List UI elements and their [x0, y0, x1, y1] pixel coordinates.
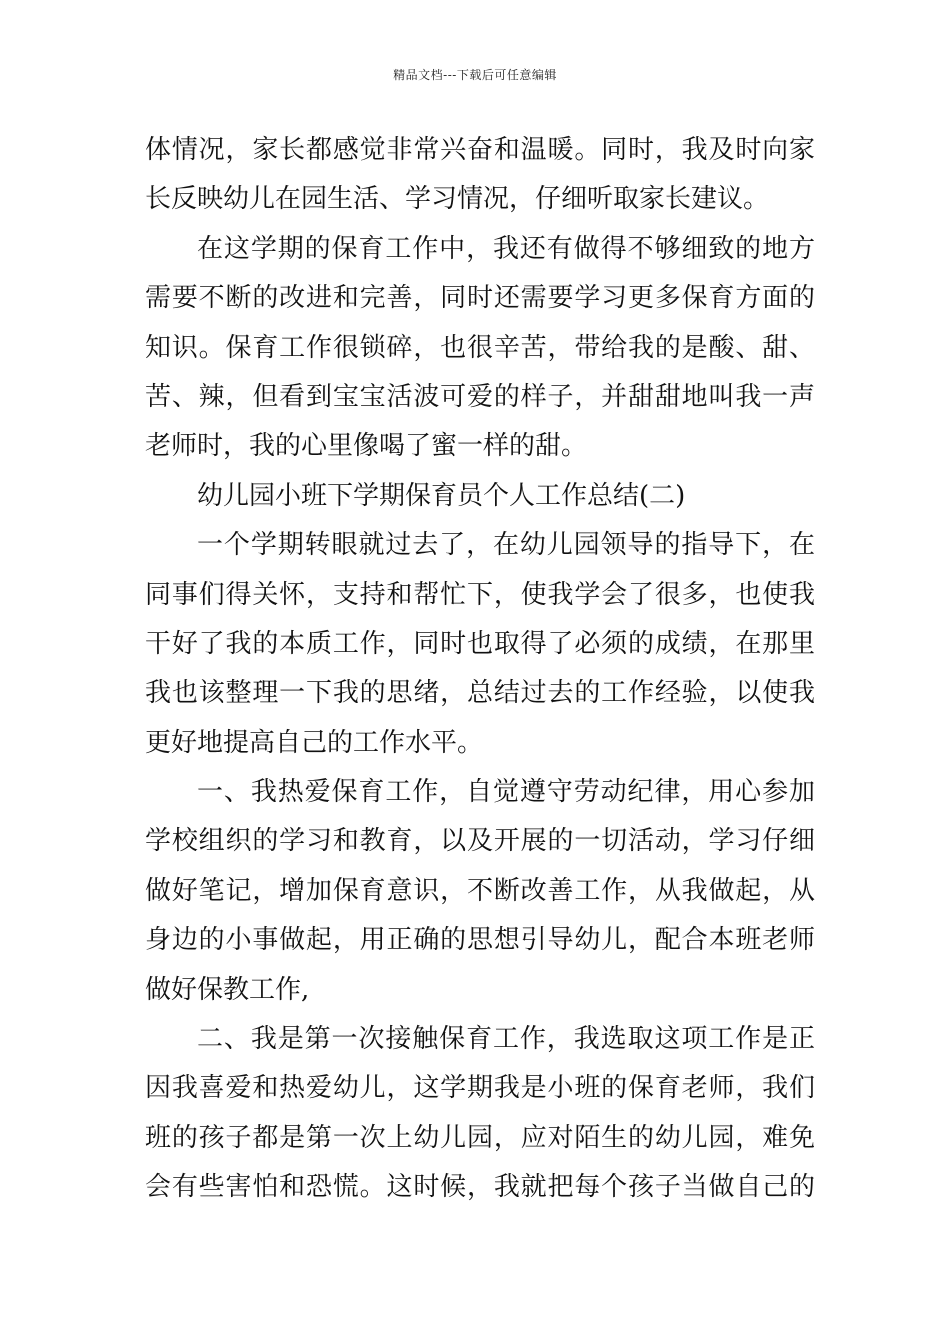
text-line: 一个学期转眼就过去了，在幼儿园领导的指导下，在	[197, 530, 815, 561]
text-line: 幼儿园小班下学期保育员个人工作总结(二)	[197, 480, 686, 511]
text-line: 因我喜爱和热爱幼儿，这学期我是小班的保育老师，我们	[145, 1073, 815, 1104]
text-line: 做好笔记，增加保育意识，不断改善工作，从我做起，从	[145, 875, 815, 906]
text-line: 更好地提高自己的工作水平。	[145, 727, 484, 758]
text-line: 知识。保育工作很锁碎，也很辛苦，带给我的是酸、甜、	[145, 332, 815, 363]
text-line: 老师时，我的心里像喝了蜜一样的甜。	[145, 431, 588, 462]
text-line: 同事们得关怀，支持和帮忙下，使我学会了很多，也使我	[145, 579, 815, 610]
text-line: 我也该整理一下我的思绪，总结过去的工作经验，以使我	[145, 678, 815, 709]
page-header: 精品文档---下载后可任意编辑	[393, 68, 557, 82]
text-line: 苦、辣，但看到宝宝活波可爱的样子，并甜甜地叫我一声	[145, 381, 815, 412]
text-line: 二、我是第一次接触保育工作，我选取这项工作是正	[197, 1024, 815, 1055]
text-line: 身边的小事做起，用正确的思想引导幼儿，配合本班老师	[145, 925, 815, 956]
text-line: 需要不断的改进和完善，同时还需要学习更多保育方面的	[145, 283, 815, 314]
text-line: 做好保教工作,	[145, 974, 310, 1005]
text-line: 会有些害怕和恐慌。这时候，我就把每个孩子当做自己的	[145, 1172, 815, 1203]
text-line: 长反映幼儿在园生活、学习情况，仔细听取家长建议。	[145, 184, 770, 215]
text-line: 班的孩子都是第一次上幼儿园，应对陌生的幼儿园，难免	[145, 1122, 815, 1153]
text-line: 干好了我的本质工作，同时也取得了必须的成绩，在那里	[145, 628, 815, 659]
text-line: 学校组织的学习和教育，以及开展的一切活动，学习仔细	[145, 826, 815, 857]
document-body	[145, 126, 815, 1213]
text-line: 在这学期的保育工作中，我还有做得不够细致的地方	[197, 233, 815, 264]
text-line: 一、我热爱保育工作，自觉遵守劳动纪律，用心参加	[197, 777, 815, 808]
text-line: 体情况，家长都感觉非常兴奋和温暖。同时，我及时向家	[145, 135, 815, 165]
